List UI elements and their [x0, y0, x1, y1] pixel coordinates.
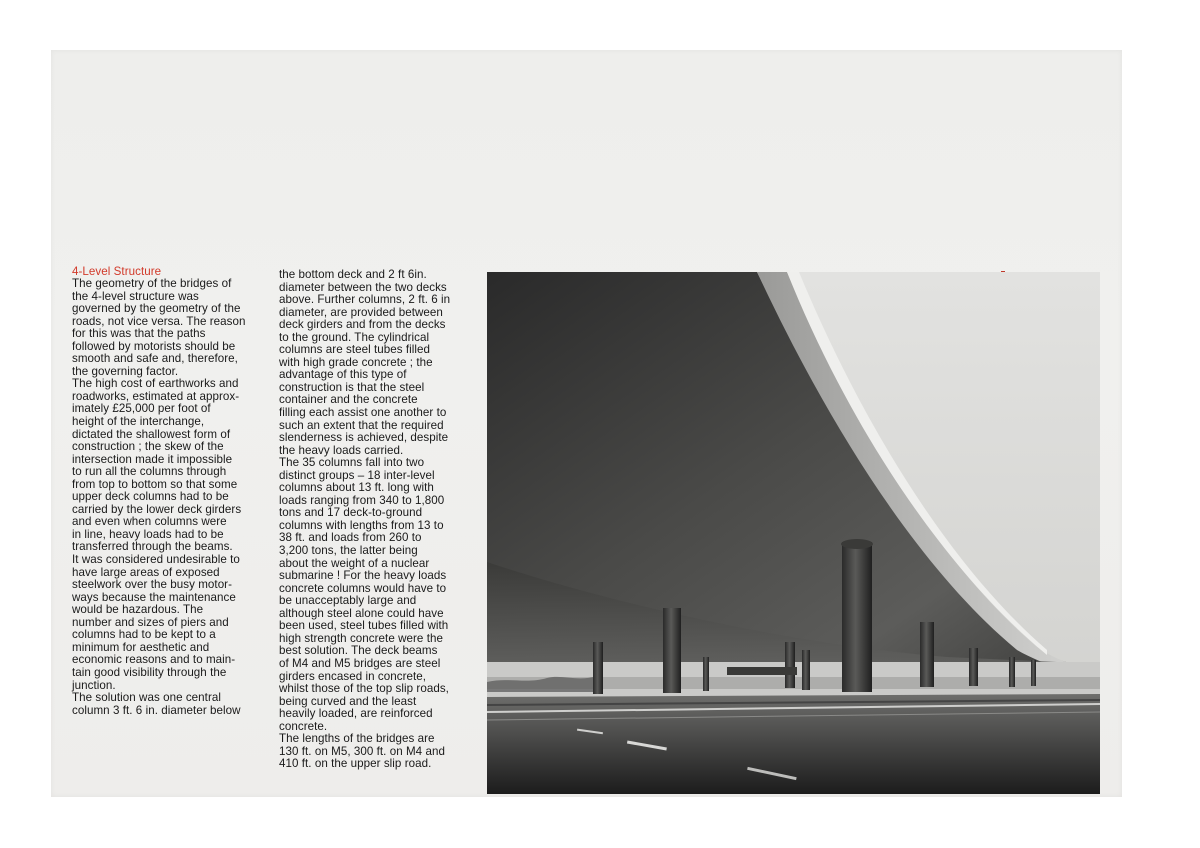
body-text-line: imately £25,000 per foot of	[72, 402, 211, 416]
body-text-line: ways because the maintenance	[72, 590, 236, 604]
body-text-line: such an extent that the required	[279, 418, 444, 432]
body-text-line: The lengths of the bridges are	[279, 732, 435, 746]
body-text-line: construction is that the steel	[279, 380, 425, 394]
body-text-line: from top to bottom so that some	[72, 477, 238, 491]
text-column-2	[279, 269, 479, 771]
body-text-line: columns had to be kept to a	[72, 628, 216, 642]
body-text-line: 410 ft. on the upper slip road.	[279, 757, 432, 771]
body-text-line: slenderness is achieved, despite	[279, 431, 449, 445]
body-text-line: construction ; the skew of the	[72, 440, 224, 454]
bridge-photo	[487, 272, 1100, 794]
body-text-line: the bottom deck and 2 ft 6in.	[279, 268, 427, 281]
body-text-line: to run all the columns through	[72, 465, 227, 479]
column-1-body	[72, 278, 272, 717]
body-text-line: 38 ft. and loads from 260 to	[279, 531, 422, 545]
body-text-line: 130 ft. on M5, 300 ft. on M4 and	[279, 744, 445, 758]
body-text-line: would be hazardous. The	[72, 603, 204, 617]
body-text-line: submarine ! For the heavy loads	[279, 569, 447, 583]
body-text-line: the heavy loads carried.	[279, 443, 404, 457]
body-text-line: above. Further columns, 2 ft. 6 in	[279, 293, 451, 307]
body-text-line: The geometry of the bridges of	[72, 277, 232, 290]
body-text-line: distinct groups – 18 inter-level	[279, 468, 435, 482]
body-text-line: followed by motorists should be	[72, 339, 236, 353]
body-text-line: columns are steel tubes filled	[279, 343, 431, 357]
body-text-line: number and sizes of piers and	[72, 615, 229, 629]
body-text-line: governed by the geometry of the	[72, 302, 241, 316]
body-text-line: have large areas of exposed	[72, 565, 220, 579]
body-text-line: with high grade concrete ; the	[279, 355, 433, 369]
body-text-line: although steel alone could have	[279, 606, 444, 620]
body-text-line: loads ranging from 340 to 1,800	[279, 493, 445, 507]
body-text-line: deck girders and from the decks	[279, 318, 446, 332]
body-text-line: column 3 ft. 6 in. diameter below	[72, 703, 241, 717]
body-text-line: to the ground. The cylindrical	[279, 330, 430, 344]
body-text-line: diameter between the two decks	[279, 280, 447, 294]
body-text-line: columns about 13 ft. long with	[279, 481, 434, 495]
body-text-line: carried by the lower deck girders	[72, 502, 242, 516]
body-text-line: been used, steel tubes filled with	[279, 619, 449, 633]
body-text-line: the 4-level structure was	[72, 289, 199, 303]
book-page	[51, 50, 1122, 797]
bridge-photo-drawing	[487, 272, 1100, 794]
body-text-line: high strength concrete were the	[279, 631, 443, 645]
body-text-line: columns with lengths from 13 to	[279, 518, 444, 532]
section-heading: 4-Level Structure	[72, 265, 162, 278]
body-text-line: being curved and the least	[279, 694, 417, 708]
body-text-line: It was considered undesirable to	[72, 553, 240, 567]
body-text-line: minimum for aesthetic and	[72, 640, 210, 654]
body-text-line: concrete columns would have to	[279, 581, 447, 595]
body-text-line: concrete.	[279, 719, 328, 733]
body-text-line: diameter, are provided between	[279, 305, 443, 319]
column-2-body	[279, 269, 479, 771]
body-text-line: intersection made it impossible	[72, 452, 233, 466]
body-text-line: whilst those of the top slip roads,	[279, 682, 449, 696]
body-text-line: roads, not vice versa. The reason	[72, 314, 246, 328]
body-text-line: tain good visibility through the	[72, 665, 227, 679]
body-text-line: The 35 columns fall into two	[279, 456, 425, 470]
body-text-line: of M4 and M5 bridges are steel	[279, 656, 441, 670]
body-text-line: height of the interchange,	[72, 415, 205, 429]
body-text-line: the governing factor.	[72, 364, 179, 378]
body-text-line: filling each assist one another to	[279, 406, 447, 420]
body-text-line: roadworks, estimated at approx-	[72, 389, 240, 403]
body-text-line: The solution was one central	[72, 691, 221, 705]
body-text-line: tons and 17 deck-to-ground	[279, 506, 423, 520]
body-text-line: 3,200 tons, the latter being	[279, 544, 418, 558]
body-text-line: be unacceptably large and	[279, 594, 417, 608]
body-text-line: in line, heavy loads had to be	[72, 527, 224, 541]
text-column-1	[72, 265, 272, 717]
body-text-line: junction.	[72, 678, 116, 692]
body-text-line: about the weight of a nuclear	[279, 556, 430, 570]
body-text-line: upper deck columns had to be	[72, 490, 229, 504]
body-text-line: dictated the shallowest form of	[72, 427, 231, 441]
body-text-line: container and the concrete	[279, 393, 418, 407]
body-text-line: steelwork over the busy motor-	[72, 578, 233, 592]
body-text-line: best solution. The deck beams	[279, 644, 438, 658]
body-text-line: girders encased in concrete,	[279, 669, 427, 683]
body-text-line: heavily loaded, are reinforced	[279, 707, 433, 721]
body-text-line: for this was that the paths	[72, 327, 206, 341]
body-text-line: economic reasons and to main-	[72, 653, 236, 667]
body-text-line: transferred through the beams.	[72, 540, 233, 554]
body-text-line: and even when columns were	[72, 515, 227, 529]
body-text-line: smooth and safe and, therefore,	[72, 352, 238, 366]
body-text-line: The high cost of earthworks and	[72, 377, 239, 391]
body-text-line: advantage of this type of	[279, 368, 407, 382]
